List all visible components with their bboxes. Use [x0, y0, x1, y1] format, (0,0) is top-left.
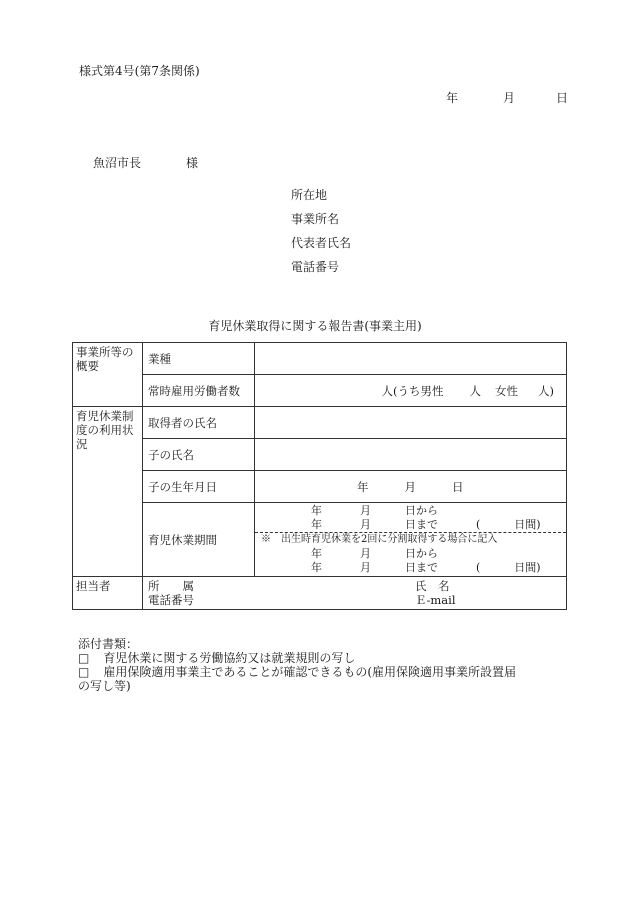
attachment-item-2-continued: [78, 679, 578, 693]
period2-from-year: 年: [311, 547, 322, 560]
leave-period-label: 育児休業期間: [143, 503, 255, 577]
child-birth-field[interactable]: [255, 471, 567, 503]
affiliation-label: 所 属: [148, 579, 194, 593]
child-birth-year: 年: [357, 479, 369, 494]
applicant-phone-label: 電話番号: [291, 260, 340, 274]
contact-name-label: 氏 名: [415, 579, 450, 593]
child-birth-label: 子の生年月日: [143, 471, 255, 503]
applicant-office-label: 事業所名: [291, 212, 340, 226]
date-day: 日: [556, 91, 569, 105]
employees-male-people: 人: [469, 383, 481, 398]
addressee-honorific: 様: [186, 156, 199, 170]
period2-to-month: 月: [360, 561, 371, 574]
employees-female-people: 人): [538, 383, 554, 398]
contact-email-label: Ｅ-mail: [415, 593, 456, 607]
period1-from-label: 日から: [405, 504, 438, 517]
contact-label: 担当者: [73, 577, 143, 610]
industry-label: 業種: [143, 343, 255, 375]
report-table: [72, 342, 567, 610]
period2-from-month: 月: [360, 547, 371, 560]
industry-field[interactable]: [255, 343, 567, 375]
contact-phone-label: 電話番号: [148, 593, 194, 607]
taker-name-field[interactable]: [255, 407, 567, 439]
attachment-item-2-text: 雇用保険適用事業主であることが確認できるもの(雇用保険適用事業所設置届: [103, 665, 517, 679]
applicant-representative-label: 代表者氏名: [291, 236, 352, 250]
date-month: 月: [503, 91, 516, 105]
period2-paren: (: [476, 561, 481, 574]
split-leave-note: ※ 出生時育児休業を2回に分割取得する場合に記入: [255, 532, 566, 547]
document-title: 育児休業取得に関する報告書(事業主用): [208, 319, 422, 333]
checkbox-icon[interactable]: □: [78, 651, 90, 665]
period1-until-label: 日まで: [405, 518, 438, 531]
date-year: 年: [446, 91, 459, 105]
applicant-address-label: 所在地: [291, 188, 328, 202]
group-usage-label: 育児休業制度の利用状況: [73, 407, 143, 577]
form-number: 様式第4号(第7条関係): [79, 64, 200, 78]
contact-field[interactable]: [143, 577, 567, 610]
period2-from-label: 日から: [405, 547, 438, 560]
period1-to-year: 年: [311, 518, 322, 531]
taker-name-label: 取得者の氏名: [143, 407, 255, 439]
period2-until-label: 日まで: [405, 561, 438, 574]
employees-female-label: 女性: [495, 383, 518, 398]
period2-to-year: 年: [311, 561, 322, 574]
child-birth-month: 月: [404, 479, 416, 494]
attachments-heading: 添付書類：: [78, 637, 139, 651]
period2-days: 日間): [514, 561, 541, 574]
period1-days: 日間): [514, 518, 541, 531]
employees-field[interactable]: [255, 375, 567, 407]
employees-people: 人(うち男性: [381, 383, 444, 398]
attachment-item-1: [78, 651, 578, 665]
addressee-mayor: 魚沼市長: [93, 156, 142, 170]
employees-label: 常時雇用労働者数: [143, 375, 255, 407]
child-birth-day: 日: [452, 479, 464, 494]
period1-from-month: 月: [360, 504, 371, 517]
group-office-label: 事業所等の概要: [73, 343, 143, 407]
period1-from-year: 年: [311, 504, 322, 517]
checkbox-icon[interactable]: □: [78, 665, 90, 679]
attachment-item-2: [78, 665, 578, 679]
period1-paren: (: [476, 518, 481, 531]
attachment-item-1-text: 育児休業に関する労働協約又は就業規則の写し: [103, 651, 356, 665]
leave-period-field[interactable]: [255, 503, 567, 577]
child-name-field[interactable]: [255, 439, 567, 471]
attachment-item-2-text-continued: の写し等): [78, 679, 131, 693]
period1-to-month: 月: [360, 518, 371, 531]
child-name-label: 子の氏名: [143, 439, 255, 471]
